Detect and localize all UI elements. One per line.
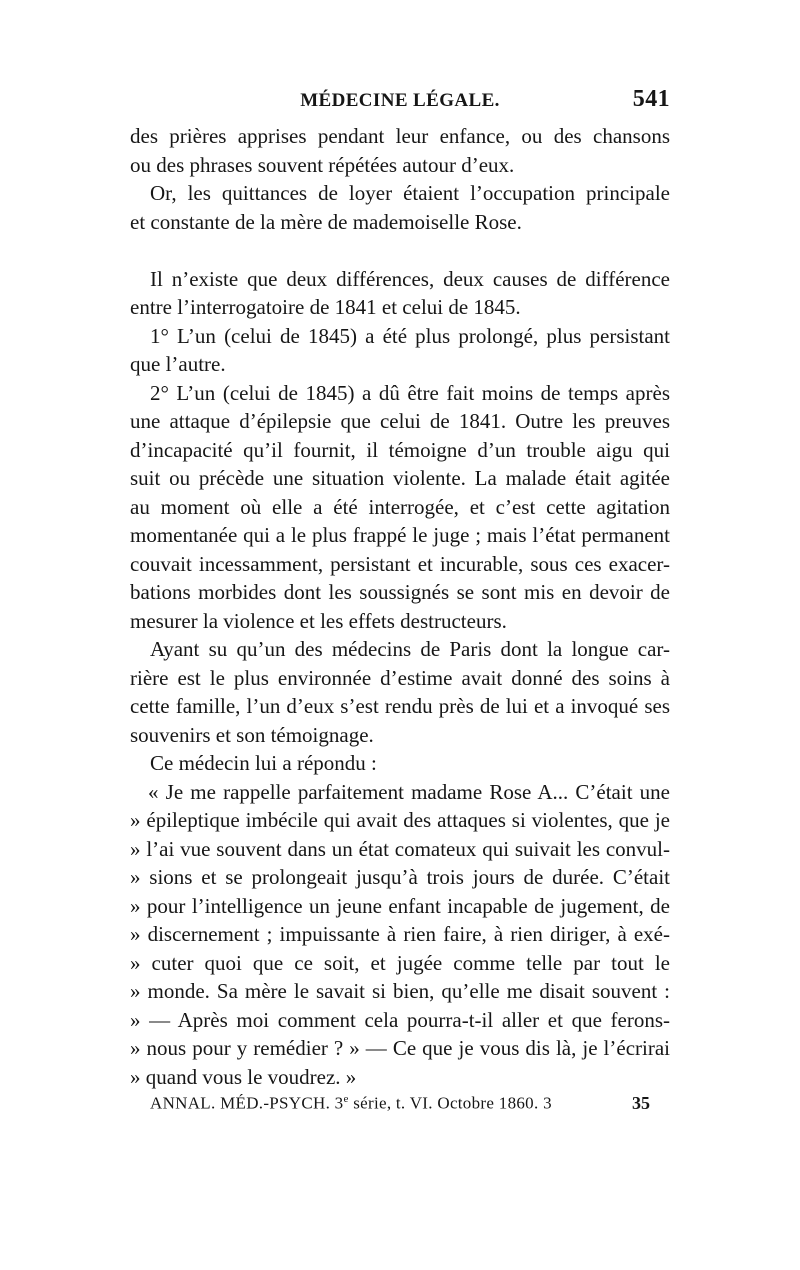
text-line: suit ou précède une situation violente. La malade était agitée — [130, 466, 670, 490]
text-line: » nous pour y remédier ? » — Ce que je vous dis là, je l’écrirai — [130, 1036, 670, 1060]
text-line: mesurer la violence et les effets destructeurs. — [130, 608, 507, 633]
text-line: Ayant su qu’un des médecins de Paris dont la longue car- — [150, 637, 670, 661]
text-line: « Je me rappelle parfaitement madame Rose A... C’était une — [148, 779, 670, 804]
text-line: Ce médecin lui a répondu : — [150, 751, 377, 775]
text-line: cette famille, l’un d’eux s’est rendu près de lui et a invoqué ses — [130, 694, 670, 718]
text-line: momentanée qui a le plus frappé le juge ; mais l’état permanent — [130, 523, 670, 547]
text-line: au moment où elle a été interrogée, et c’est cette agitation — [130, 494, 670, 519]
text-line: couvait incessamment, persistant et incurable, sous ces exacer- — [130, 551, 670, 576]
text-line: Il n’existe que deux différences, deux causes de différence — [150, 266, 670, 291]
running-title: MÉDECINE LÉGALE. — [300, 90, 500, 111]
signature-number: 35 — [632, 1093, 650, 1113]
text-line: » discernement ; impuissante à rien faire, à rien diriger, à exé- — [130, 922, 670, 946]
text-line: rière est le plus environnée d’estime avait donné des soins à — [130, 665, 670, 690]
text-line: une attaque d’épilepsie que celui de 1841. Outre les preuves — [130, 409, 670, 433]
text-line: ou des phrases souvent répétées autour d’eux. — [130, 152, 515, 177]
text-line: » monde. Sa mère le savait si bien, qu’elle me disait souvent : — [130, 979, 670, 1003]
text-line: Or, les quittances de loyer étaient l’occupation principale — [150, 181, 670, 205]
text-line: souvenirs et son témoignage. — [130, 722, 374, 747]
page-number: 541 — [632, 86, 670, 112]
text-line: entre l’interrogatoire de 1841 et celui de 1845. — [130, 295, 521, 319]
paragraph-gap — [130, 236, 670, 265]
page-footer — [150, 1093, 650, 1119]
text-line: » épileptique imbécile qui avait des attaques si violentes, que je — [130, 808, 670, 832]
text-line: » cuter quoi que ce soit, et jugée comme telle par tout le — [130, 950, 670, 975]
text-line: que l’autre. — [130, 352, 226, 376]
text-line: 1° L’un (celui de 1845) a été plus prolongé, plus persistant — [150, 323, 670, 348]
text-line: » quand vous le voudrez. » — [130, 1064, 357, 1089]
printer-signature: ANNAL. MÉD.-PSYCH. 3e série, t. VI. Octobre 1860. 3 — [150, 1093, 552, 1113]
text-line: 2° L’un (celui de 1845) a dû être fait moins de temps après — [150, 380, 670, 405]
text-line: et constante de la mère de mademoiselle Rose. — [130, 209, 522, 234]
text-line: des prières apprises pendant leur enfance, ou des chansons — [130, 124, 670, 148]
text-line: bations morbides dont les soussignés se sont mis en devoir de — [130, 580, 670, 604]
text-line: » pour l’intelligence un jeune enfant incapable de jugement, de — [130, 893, 670, 918]
text-line: » l’ai vue souvent dans un état comateux qui suivait les convul- — [130, 836, 670, 861]
body-text — [130, 122, 670, 1091]
page-header — [130, 86, 670, 120]
text-line: d’incapacité qu’il fournit, il témoigne d’un trouble aigu qui — [130, 437, 670, 462]
text-line: » — Après moi comment cela pourra-t-il aller et que ferons- — [130, 1007, 670, 1032]
text-line: » sions et se prolongeait jusqu’à trois jours de durée. C’était — [130, 865, 670, 889]
